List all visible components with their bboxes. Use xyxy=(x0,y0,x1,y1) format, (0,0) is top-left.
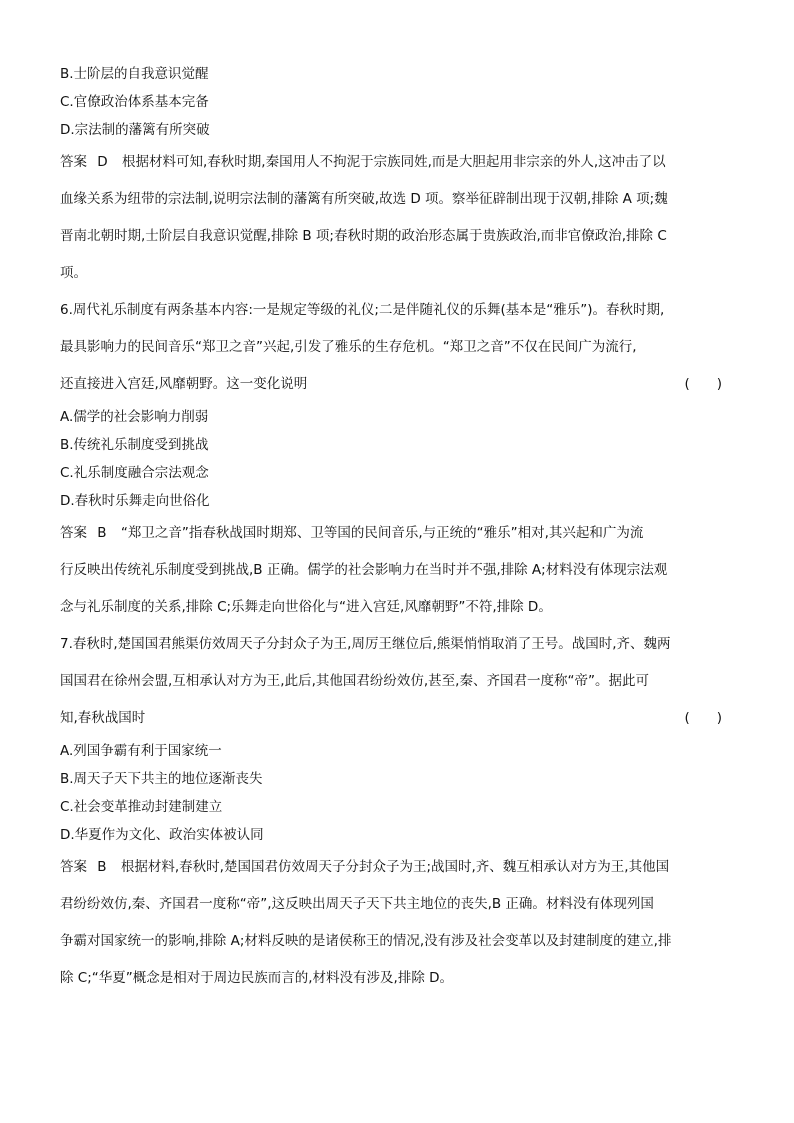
answer-line: 除 C;“华夏”概念是相对于周边民族而言的,材料没有涉及,排除 D。 xyxy=(60,970,454,986)
q6-stem-line: 还直接进入宫廷,风靡朝野。这一变化说明 xyxy=(60,376,308,392)
q6-stem-line: 6.周代礼乐制度有两条基本内容:一是规定等级的礼仪;二是伴随礼仪的乐舞(基本是“雅乐”)。春秋时期, xyxy=(60,302,665,318)
q5-answer xyxy=(60,144,724,292)
q6-option-d: D.春秋时乐舞走向世俗化 xyxy=(60,493,210,509)
answer-line: 晋南北朝时期,士阶层自我意识觉醒,排除 B 项;春秋时期的政治形态属于贵族政治,而非官僚政治,排除 C xyxy=(60,228,667,244)
question-5 xyxy=(60,60,724,292)
q6-answer xyxy=(60,515,724,626)
q6-option-b: B.传统礼乐制度受到挑战 xyxy=(60,437,209,453)
answer-blank: ( ) xyxy=(684,376,722,392)
q7-option-d: D.华夏作为文化、政治实体被认同 xyxy=(60,827,264,843)
answer-line: 项。 xyxy=(60,265,87,281)
q7-option-b: B.周天子天下共主的地位逐渐丧失 xyxy=(60,771,263,787)
answer-line: 争霸对国家统一的影响,排除 A;材料反映的是诸侯称王的情况,没有涉及社会变革以及封建制度的建立,排 xyxy=(60,933,672,949)
answer-line: 血缘关系为纽带的宗法制,说明宗法制的藩篱有所突破,故选 D 项。察举征辟制出现于汉朝,排除 A 项;魏 xyxy=(60,191,668,207)
answer-line: “郑卫之音”指春秋战国时期郑、卫等国的民间音乐,与正统的“雅乐”相对,其兴起和广为流 xyxy=(120,525,644,541)
answer-line: 君纷纷效仿,秦、齐国君一度称“帝”,这反映出周天子天下共主地位的丧失,B 正确。材料没有体现列国 xyxy=(60,896,654,912)
answer-label: 答案 xyxy=(60,525,87,541)
q7-answer xyxy=(60,849,724,997)
question-6 xyxy=(60,292,724,626)
answer-line: 行反映出传统礼乐制度受到挑战,B 正确。儒学的社会影响力在当时并不强,排除 A;材料没有体现宗法观 xyxy=(60,562,668,578)
answer-line: 念与礼乐制度的关系,排除 C;乐舞走向世俗化与“进入宫廷,风靡朝野”不符,排除 D。 xyxy=(60,599,552,615)
q5-option-d: D.宗法制的藩篱有所突破 xyxy=(60,122,210,138)
q7-stem-line: 知,春秋战国时 xyxy=(60,710,146,726)
q5-option-c: C.官僚政治体系基本完备 xyxy=(60,94,209,110)
answer-label: 答案 xyxy=(60,859,87,875)
q6-stem-line: 最具影响力的民间音乐“郑卫之音”兴起,引发了雅乐的生存危机。“郑卫之音”不仅在民间广为流行, xyxy=(60,339,637,355)
q6-option-a: A.儒学的社会影响力削弱 xyxy=(60,409,209,425)
answer-letter: B xyxy=(97,525,107,541)
answer-blank: ( ) xyxy=(684,710,722,726)
answer-label: 答案 xyxy=(60,154,87,170)
q7-stem-line: 国国君在徐州会盟,互相承认对方为王,此后,其他国君纷纷效仿,甚至,秦、齐国君一度称“帝”。据此可 xyxy=(60,673,649,689)
answer-line: 根据材料,春秋时,楚国国君仿效周天子分封众子为王;战国时,齐、魏互相承认对方为王,其他国 xyxy=(120,859,670,875)
question-7 xyxy=(60,626,724,997)
answer-letter: D xyxy=(97,154,108,170)
q6-option-c: C.礼乐制度融合宗法观念 xyxy=(60,465,209,481)
q7-option-c: C.社会变革推动封建制建立 xyxy=(60,799,223,815)
q7-stem-line: 7.春秋时,楚国国君熊渠仿效周天子分封众子为王,周厉王继位后,熊渠悄悄取消了王号。战国时,齐、魏两 xyxy=(60,636,671,652)
q5-option-b: B.士阶层的自我意识觉醒 xyxy=(60,66,209,82)
answer-letter: B xyxy=(97,859,107,875)
q7-option-a: A.列国争霸有利于国家统一 xyxy=(60,743,222,759)
answer-line: 根据材料可知,春秋时期,秦国用人不拘泥于宗族同姓,而是大胆起用非宗亲的外人,这冲击了以 xyxy=(122,154,666,170)
